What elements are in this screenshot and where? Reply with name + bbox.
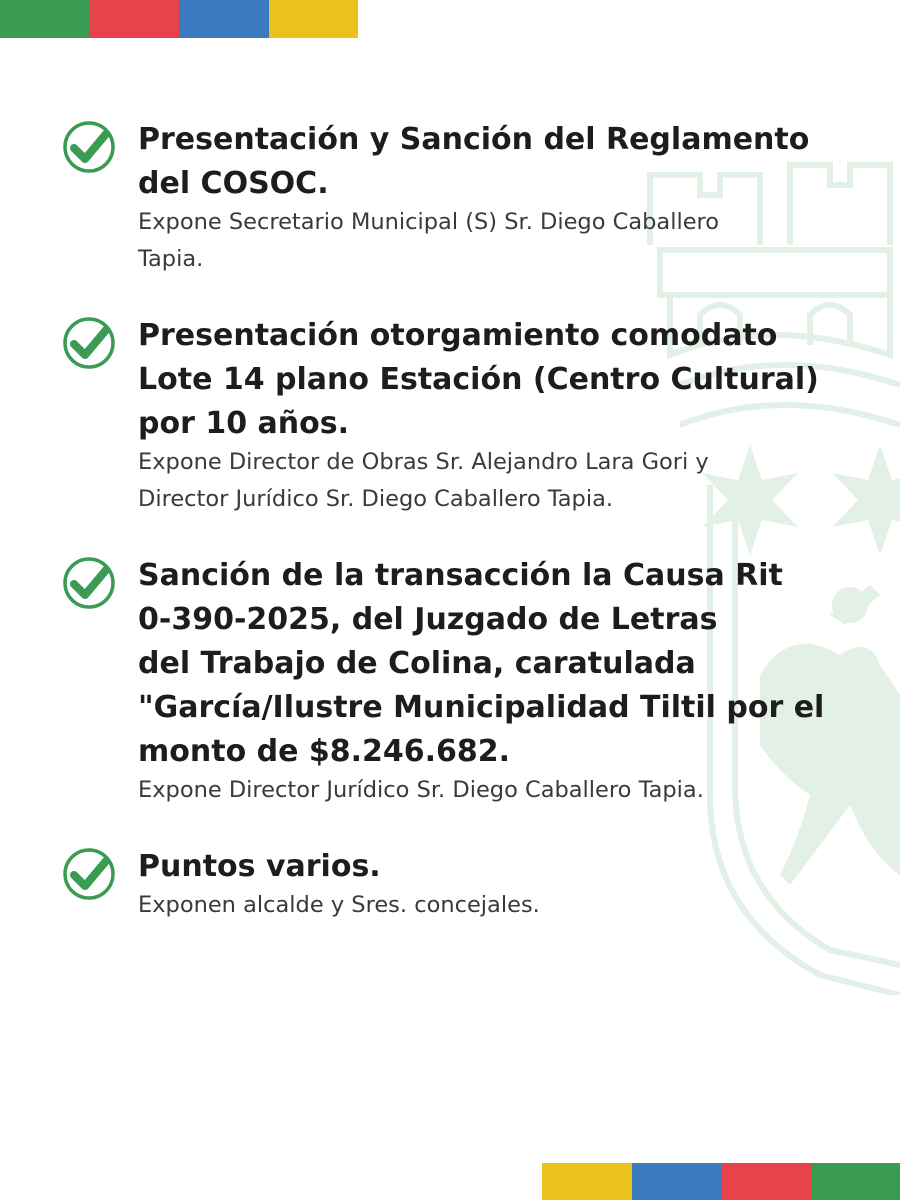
agenda-item-title: Puntos varios.: [138, 849, 381, 884]
agenda-item-subtitle: Expone Director de Obras Sr. Alejandro Lara Gori y Director Jurídico Sr. Diego Caballero Tapia.: [138, 449, 709, 512]
agenda-item: [62, 118, 842, 278]
check-circle-icon: [62, 556, 116, 610]
bottom-bar-blue: [632, 1163, 722, 1200]
bottom-bar-green: [811, 1163, 900, 1200]
top-bar-yellow: [269, 0, 359, 38]
agenda-item: [62, 314, 842, 518]
top-bar-green: [0, 0, 90, 38]
check-circle-icon: [62, 316, 116, 370]
agenda-item-subtitle: Expone Secretario Municipal (S) Sr. Diego Caballero Tapia.: [138, 209, 720, 272]
bottom-bar-yellow: [542, 1163, 632, 1200]
top-bar-blue: [179, 0, 269, 38]
agenda-item: [62, 554, 842, 809]
agenda-list: [62, 118, 842, 960]
agenda-item: [62, 845, 842, 924]
agenda-item-title: Presentación y Sanción del Reglamento del COSOC.: [138, 122, 810, 201]
top-color-bar: [0, 0, 358, 38]
check-circle-icon: [62, 847, 116, 901]
agenda-item-title: Presentación otorgamiento comodato Lote 14 plano Estación (Centro Cultural) por 10 años.: [138, 318, 819, 441]
bottom-color-bar: [542, 1163, 900, 1200]
check-circle-icon: [62, 120, 116, 174]
top-bar-red: [90, 0, 180, 38]
agenda-item-title: Sanción de la transacción la Causa Rit 0-390-2025, del Juzgado de Letras del Trabajo de Colina, caratulada "García/Ilustre Municipalidad Tiltil por el monto de $8.246.682.: [138, 558, 825, 769]
bottom-bar-red: [721, 1163, 811, 1200]
agenda-item-subtitle: Exponen alcalde y Sres. concejales.: [138, 892, 540, 918]
agenda-item-subtitle: Expone Director Jurídico Sr. Diego Caballero Tapia.: [138, 777, 704, 803]
